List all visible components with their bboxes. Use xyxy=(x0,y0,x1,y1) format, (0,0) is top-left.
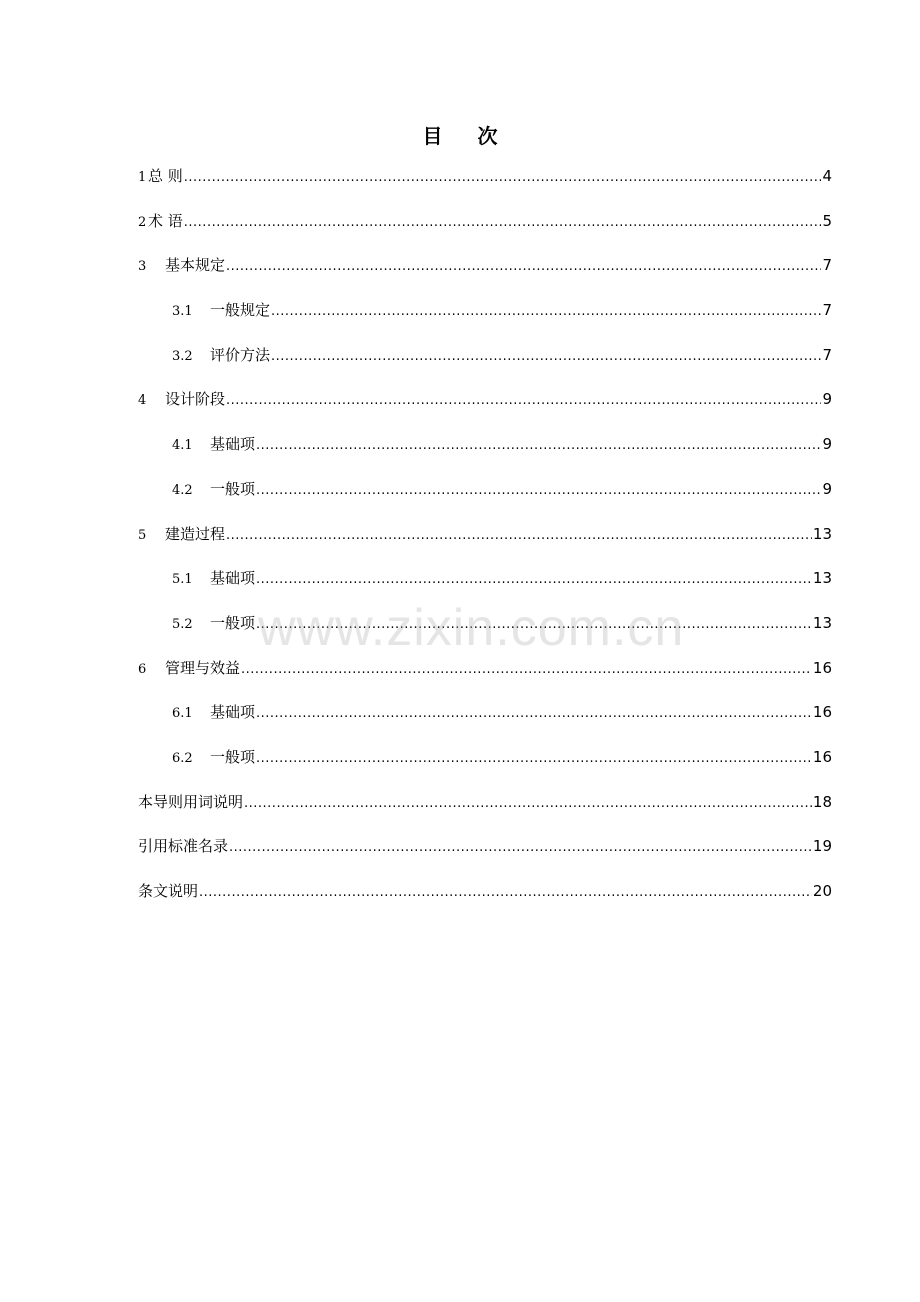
toc-entry-number: 6 xyxy=(138,661,147,677)
toc-entry-label: 基础项 xyxy=(210,435,256,454)
toc-entry-page: 9 xyxy=(822,479,832,498)
toc-entry-label: 基础项 xyxy=(210,569,256,588)
toc-entry-page: 16 xyxy=(812,658,832,677)
toc-entry-page: 7 xyxy=(822,345,832,364)
toc-entry[interactable] xyxy=(138,209,832,254)
toc-entry-number: 5.2 xyxy=(172,616,193,632)
toc-entry-label: 本导则用词说明 xyxy=(138,792,244,811)
toc-entry-label: 总 则 xyxy=(148,167,183,185)
toc-entry[interactable] xyxy=(138,611,832,656)
toc-entry[interactable] xyxy=(138,834,832,879)
toc-leader-dots xyxy=(184,166,822,190)
toc-entry-number: 4 xyxy=(138,393,147,409)
toc-entry-page: 13 xyxy=(812,524,832,543)
toc-entry-page: 20 xyxy=(812,882,832,900)
toc-leader-dots xyxy=(241,658,812,682)
toc-entry-number: 6.2 xyxy=(172,750,193,766)
toc-entry[interactable] xyxy=(138,432,832,477)
toc-entry[interactable] xyxy=(138,298,832,343)
toc-entry-page: 5 xyxy=(822,211,832,230)
toc-leader-dots xyxy=(271,300,821,324)
toc-entry-page: 16 xyxy=(812,703,832,722)
toc-entry-label: 条文说明 xyxy=(138,882,199,900)
toc-entry-label: 引用标准名录 xyxy=(138,837,229,856)
toc-entry[interactable] xyxy=(138,566,832,611)
toc-entry-label: 术 语 xyxy=(148,211,183,230)
toc-entry[interactable] xyxy=(138,343,832,388)
toc-entry[interactable] xyxy=(138,745,832,790)
table-of-contents xyxy=(138,164,832,924)
toc-entry-label: 一般规定 xyxy=(210,301,271,320)
toc-entry-number: 6.1 xyxy=(172,706,193,722)
toc-entry-number: 5.1 xyxy=(172,572,193,588)
toc-entry-page: 9 xyxy=(822,390,832,409)
toc-entry-page: 4 xyxy=(822,167,832,185)
toc-leader-dots xyxy=(199,881,812,905)
toc-leader-dots xyxy=(256,434,821,458)
toc-entry-label: 一般项 xyxy=(210,479,256,498)
toc-leader-dots xyxy=(244,792,812,816)
toc-leader-dots xyxy=(256,613,812,637)
toc-entry-page: 9 xyxy=(822,435,832,454)
toc-entry[interactable] xyxy=(138,879,832,924)
toc-leader-dots xyxy=(256,747,812,771)
toc-entry-number: 4.1 xyxy=(172,438,193,454)
toc-entry-number: 2 xyxy=(138,214,147,230)
toc-entry-label: 一般项 xyxy=(210,613,256,632)
toc-entry[interactable] xyxy=(138,522,832,567)
toc-entry[interactable] xyxy=(138,164,832,209)
toc-leader-dots xyxy=(226,255,821,279)
watermark: www.zixin.com.cn xyxy=(258,599,685,657)
toc-entry[interactable] xyxy=(138,656,832,701)
toc-leader-dots xyxy=(226,524,812,548)
toc-entry-page: 19 xyxy=(812,837,832,856)
toc-entry-page: 7 xyxy=(822,301,832,320)
toc-leader-dots xyxy=(256,479,821,503)
toc-entry-label: 设计阶段 xyxy=(165,390,226,409)
toc-entry-label: 基本规定 xyxy=(165,256,226,275)
toc-title: 目 次 xyxy=(422,124,512,148)
toc-entry[interactable] xyxy=(138,700,832,745)
toc-leader-dots xyxy=(184,211,822,235)
toc-entry-number: 4.2 xyxy=(172,482,193,498)
toc-entry-label: 管理与效益 xyxy=(165,658,241,677)
toc-entry-page: 7 xyxy=(822,256,832,275)
toc-entry-number: 3.2 xyxy=(172,348,193,364)
toc-entry-label: 建造过程 xyxy=(165,524,226,543)
toc-entry-page: 16 xyxy=(812,747,832,766)
toc-entry-label: 评价方法 xyxy=(210,345,271,364)
toc-entry-page: 13 xyxy=(812,569,832,588)
toc-entry[interactable] xyxy=(138,387,832,432)
toc-leader-dots xyxy=(256,702,812,726)
toc-entry[interactable] xyxy=(138,790,832,835)
toc-entry-number: 5 xyxy=(138,527,147,543)
toc-entry[interactable] xyxy=(138,253,832,298)
toc-entry-number: 3.1 xyxy=(172,304,193,320)
toc-entry-label: 基础项 xyxy=(210,703,256,722)
toc-leader-dots xyxy=(271,345,821,369)
toc-entry[interactable] xyxy=(138,477,832,522)
toc-leader-dots xyxy=(256,568,812,592)
toc-entry-page: 18 xyxy=(812,792,832,811)
toc-leader-dots xyxy=(226,389,821,413)
toc-entry-label: 一般项 xyxy=(210,747,256,766)
toc-leader-dots xyxy=(229,836,812,860)
toc-entry-number: 1 xyxy=(138,170,147,185)
toc-entry-number: 3 xyxy=(138,259,147,275)
toc-entry-page: 13 xyxy=(812,613,832,632)
